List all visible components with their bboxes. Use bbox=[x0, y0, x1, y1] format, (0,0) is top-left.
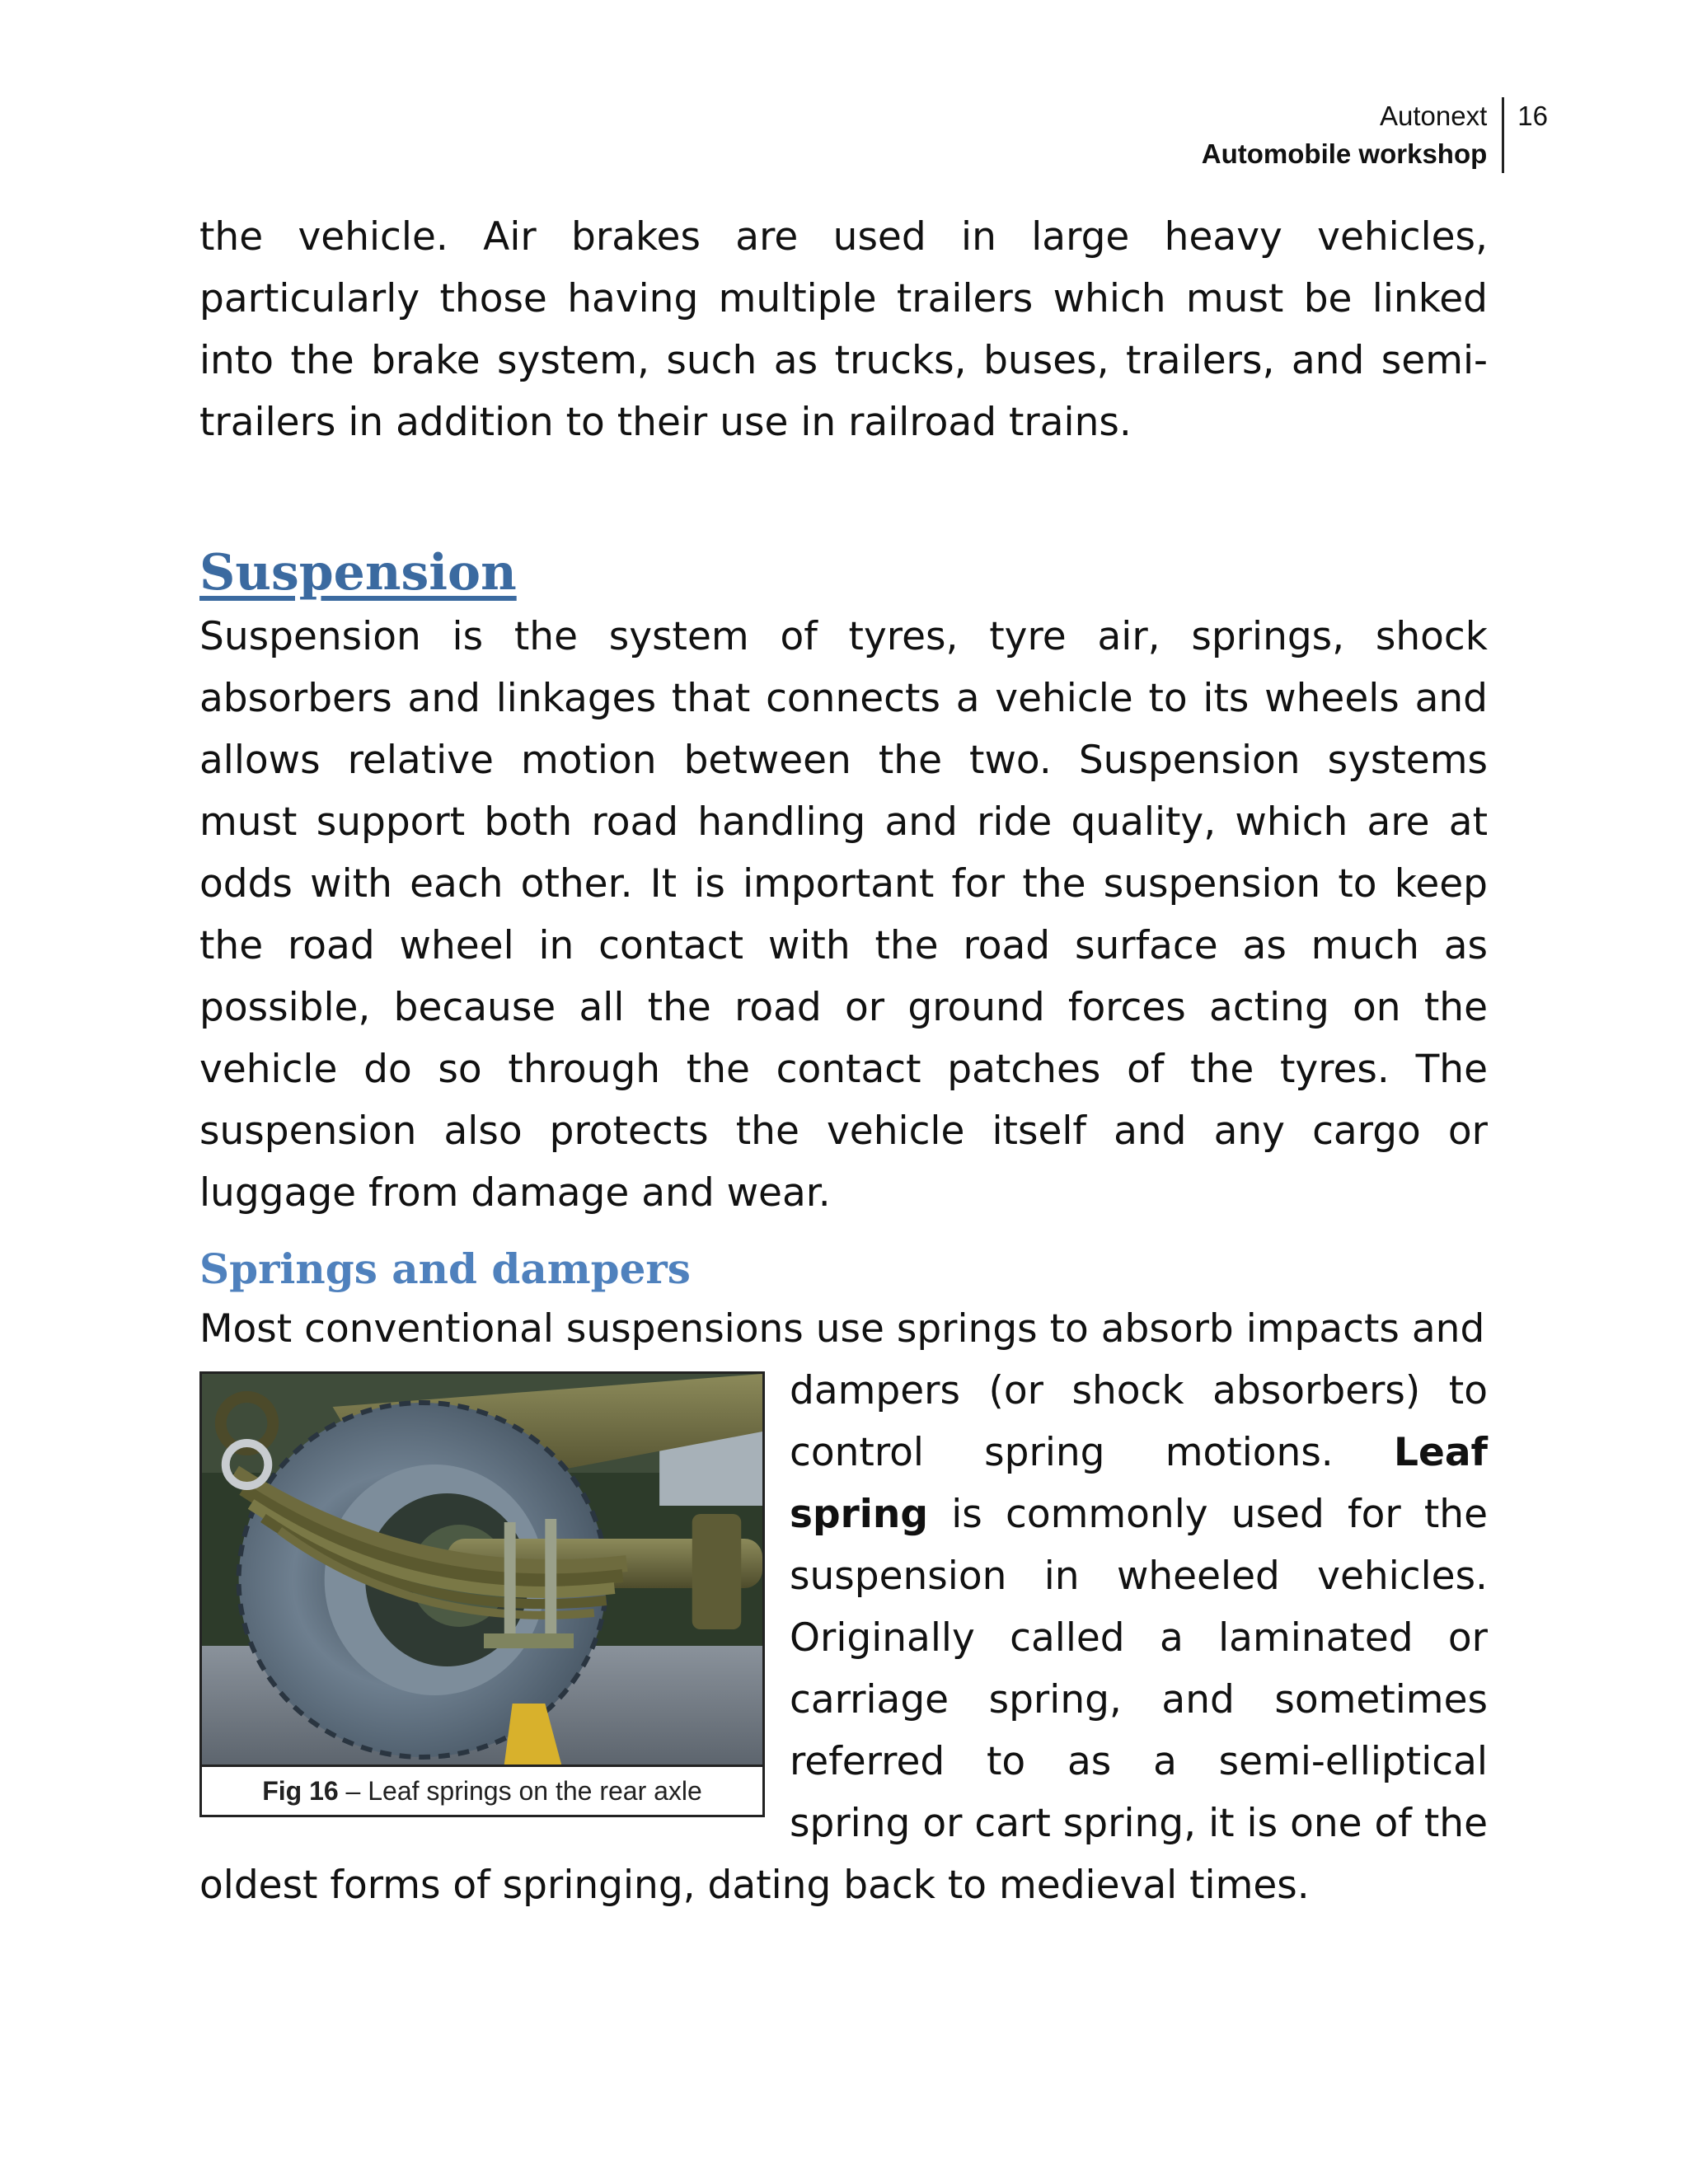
leaf-spring-term: Leaf spring bbox=[790, 1430, 1488, 1537]
subsection-lead-line: Most conventional suspensions use springs to absorb impacts and bbox=[199, 1306, 1485, 1352]
subsection-text-before: dampers (or shock absorbers) to control spring motions. bbox=[790, 1368, 1488, 1475]
header-brand: Autonext bbox=[1380, 101, 1488, 131]
figure-caption-text: – Leaf springs on the rear axle bbox=[338, 1776, 702, 1806]
subsection-text-after: is commonly used for the suspension in wheeled vehicles. Originally called a laminated or carriage spring, and sometimes referred to as a semi-elliptical spring or cart spring, it is one of the oldest forms of springing, dating back to medieval times. bbox=[199, 1492, 1488, 1908]
figure-caption bbox=[202, 1765, 762, 1815]
leaf-spring-photo bbox=[202, 1374, 762, 1765]
header-titles bbox=[1202, 97, 1505, 173]
figure-leaf-springs bbox=[199, 1371, 765, 1817]
page-content bbox=[199, 206, 1488, 1916]
subsection-heading: Springs and dampers bbox=[199, 1244, 691, 1293]
header-subtitle: Automobile workshop bbox=[1201, 138, 1488, 169]
figure-label: Fig 16 bbox=[262, 1776, 339, 1806]
page-number: 16 bbox=[1517, 101, 1548, 131]
section-paragraph: Suspension is the system of tyres, tyre air, springs, shock absorbers and linkages that connects a vehicle to its wheels and allows relative motion between the two. Suspension systems must support both road handling and ride quality, which are at odds with each other. It is important for the suspension to keep the road wheel in contact with the road surface as much as possible, because all the road or ground forces acting on the vehicle do so through the contact patches of the tyres. The suspension also protects the vehicle itself and any cargo or luggage from damage and wear. bbox=[199, 614, 1488, 1216]
intro-paragraph: the vehicle. Air brakes are used in large heavy vehicles, particularly those having multiple trailers which must be linked into the brake system, such as trucks, buses, trailers, and semi-trailers in addition to their use in railroad trains. bbox=[199, 214, 1488, 445]
page-header bbox=[1202, 97, 1548, 173]
section-heading: Suspension bbox=[199, 544, 517, 602]
